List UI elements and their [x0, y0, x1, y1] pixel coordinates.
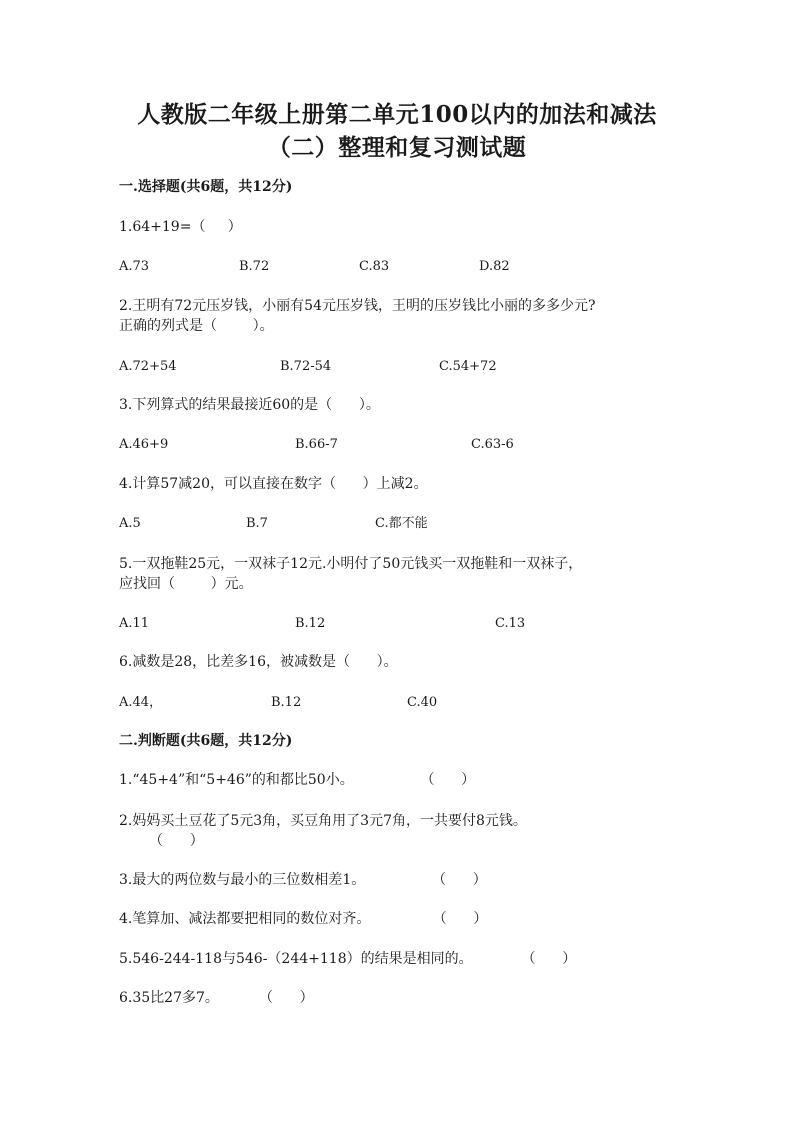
question-5-line1: 5.一双拖鞋25元，一双袜子12元.小明付了50元钱买一双拖鞋和一双袜子，	[119, 556, 583, 572]
q2-option-a: A.72+54	[119, 359, 177, 374]
q3-option-c: C.63-6	[471, 437, 514, 452]
q5-option-c: C.13	[495, 616, 526, 631]
question-2-line2: 正确的列式是（ ）。	[119, 318, 274, 334]
section-heading-choice: 一.选择题(共6题，共12分)	[119, 179, 293, 195]
q6-option-a: A.44，	[119, 695, 163, 710]
q3-option-b: B.66-7	[295, 437, 338, 452]
question-6: 6.减数是28，比差多16，被减数是（ ）。	[119, 654, 398, 670]
q5-option-b: B.12	[295, 616, 326, 631]
question-2-line1: 2.王明有72元压岁钱，小丽有54元压岁钱，王明的压岁钱比小丽的多多少元?	[119, 298, 596, 314]
q2-option-b: B.72-54	[280, 359, 332, 374]
judgment-5: 5.546-244-118与546-（244+118）的结果是相同的。 （ ）	[119, 951, 577, 967]
section-heading-judgment: 二.判断题(共6题，共12分)	[119, 733, 293, 749]
q4-option-c: C.都不能	[375, 516, 428, 531]
question-5-line2: 应找回（ ）元。	[119, 576, 253, 592]
judgment-2-line1: 2.妈妈买土豆花了5元3角，买豆角用了3元7角，一共要付8元钱。	[119, 813, 527, 829]
q1-option-a: A.73	[119, 259, 150, 274]
judgment-3: 3.最大的两位数与最小的三位数相差1。 （ ）	[119, 872, 487, 888]
q5-option-a: A.11	[119, 616, 150, 631]
judgment-6: 6.35比27多7。 （ ）	[119, 990, 314, 1006]
judgment-2-line2: （ ）	[149, 833, 204, 849]
q3-option-a: A.46+9	[119, 437, 169, 452]
judgment-4: 4.笔算加、减法都要把相同的数位对齐。 （ ）	[119, 911, 488, 927]
page-subtitle: （二）整理和复习测试题	[267, 134, 527, 161]
judgment-1: 1.“45+4”和“5+46”的和都比50小。 （ ）	[119, 772, 476, 788]
q6-option-b: B.12	[271, 695, 302, 710]
q1-option-b: B.72	[239, 259, 270, 274]
q2-option-c: C.54+72	[439, 359, 497, 374]
question-3: 3.下列算式的结果最接近60的是（ ）。	[119, 397, 380, 413]
question-4: 4.计算57减20，可以直接在数字（ ）上减2。	[119, 476, 428, 492]
q4-option-a: A.5	[119, 516, 141, 531]
page-title: 人教版二年级上册第二单元100以内的加法和减法	[137, 101, 657, 128]
q1-option-c: C.83	[359, 259, 390, 274]
q1-option-d: D.82	[479, 259, 510, 274]
q4-option-b: B.7	[246, 516, 268, 531]
question-1: 1.64+19=（ ）	[119, 219, 242, 235]
q6-option-c: C.40	[407, 695, 438, 710]
